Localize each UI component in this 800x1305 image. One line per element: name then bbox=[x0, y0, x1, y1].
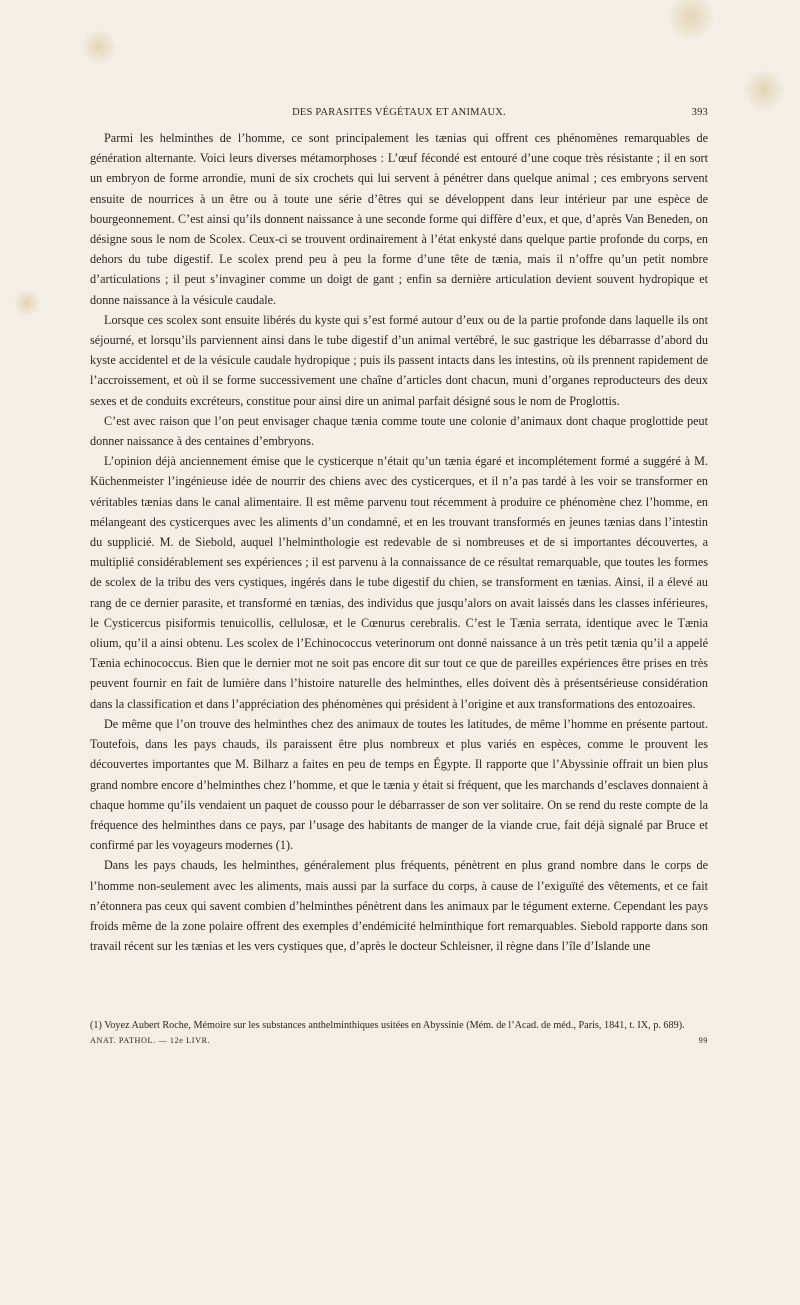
page-footer bbox=[90, 1036, 708, 1048]
paragraph-6: Dans les pays chauds, les helminthes, généralement plus fréquents, pénètrent en plus grand nombre dans le corps de l’homme non-seulement avec les aliments, mais aussi par la surface du corps, à cause de l’exiguïté des vêtements, et ce fait n’étonnera pas ceux qui savent combien d’helminthes pénètrent dans les animaux par le tégument externe. Cependant les pays froids même de la zone polaire offrent des exemples d’endémicité helminthique fort remarquables. Siebold rapporte dans son travail récent sur les tænias et les vers cystiques que, d’après le docteur Schleisner, il règne dans l’île d’Islande une bbox=[90, 858, 708, 954]
page-number: 393 bbox=[691, 107, 708, 118]
paragraph-1: Parmi les helminthes de l’homme, ce sont principalement les tænias qui offrent ces phénomènes remarquables de génération alternante. Voici leurs diverses métamorphoses : L’œuf fécondé est entouré d’une coque très résistante ; il en sort un embryon de forme arrondie, muni de six crochets qui lui servent à pénétrer dans quelque animal ; ces embryons servent ensuite de nourrices à un être ou à toute une série d’êtres qui se développent dans leur intérieur par une espèce de bourgeonnement. C’est ainsi qu’ils donnent naissance à une seconde forme qui diffère d’eux, et que, d’après Van Beneden, on désigne sous le nom de Scolex. Ceux-ci se trouvent ordinairement à l’état enkysté dans quelque partie profonde du corps, en dehors du tube digestif. Le scolex prend peu à peu la forme d’une tête de tænia, mais il n’offre qu’un petit nombre d’articulations ; il peut s’invaginer comme un doigt de gant ; enfin sa dernière articulation devient souvent hydropique et donne naissance à la vésicule caudale. bbox=[90, 131, 708, 307]
sheet-number: 99 bbox=[698, 1036, 708, 1045]
signature-mark: ANAT. PATHOL. — 12e LIVR. bbox=[90, 1036, 211, 1045]
running-title: DES PARASITES VÉGÉTAUX ET ANIMAUX. bbox=[292, 107, 506, 118]
footnote: (1) Voyez Aubert Roche, Mémoire sur les substances anthelminthiques usitées en Abyssinie (Mém. de l’Acad. de méd., Paris, 1841, t. IX, p. 689). bbox=[90, 1020, 685, 1031]
paragraph-2: Lorsque ces scolex sont ensuite libérés du kyste qui s’est formé autour d’eux ou de la partie profonde dans laquelle ils ont séjourné, et lorsqu’ils parviennent ainsi dans le tube digestif d’un animal vertébré, le suc gastrique les débarrasse d’abord du kyste accidentel et de la vésicule caudale hydropique ; puis ils passent intacts dans les intestins, où ils prennent rapidement de l’accroissement, et où il se forme successivement une chaîne d’articles dont chacun, muni d’organes reproducteurs des deux sexes et de conduits excréteurs, constitue pour ainsi dire un animal parfait désigné sous le nom de Proglottis. bbox=[90, 312, 708, 408]
paragraph-3: C’est avec raison que l’on peut envisager chaque tænia comme toute une colonie d’animaux dont chaque proglottide peut donner naissance à des centaines d’embryons. bbox=[90, 413, 708, 449]
paragraph-4: L’opinion déjà anciennement émise que le cysticerque n’était qu’un tænia égaré et incomplétement formé a suggéré à M. Küchenmeister l’ingénieuse idée de nourrir des chiens avec des cysticerques, et il n’a pas tardé à les voir se transformer en véritables tænias dans le canal alimentaire. Il est même parvenu tout récemment à produire ce phénomène chez l’homme, en mélangeant des cysticerques avec les aliments d’un condamné, et en les trouvant transformés en jeunes tænias dans l’intestin du supplicié. M. de Siebold, auquel l’helminthologie est redevable de si nombreuses et de si importantes découvertes, a multiplié considérablement ses expériences ; il est parvenu à la connaissance de ce résultat remarquable, que toutes les formes de scolex de la tribu des vers cystiques, ingérés dans le tube digestif du chien, se transforment en tænias. Ainsi, il a élevé au rang de ce dernier parasite, et transformé en tænias, des individus que jusqu’alors on avait laissés dans les classes inférieures, le Cysticercus pisiformis tenuicollis, cellulosæ, et le Cœnurus cerebralis. C’est le Tænia serrata, identique avec le Tænia olium, qu’il a ainsi obtenu. Les scolex de l’Echinococcus veterinorum ont donné naissance à un très petit tænia qu’il a appelé Tænia echinococcus. Bien que le dernier mot ne soit pas encore dit sur tout ce que de pareilles expériences être prises en très peuvent fournir en fait de lumière dans l’histoire naturelle des helminthes, elles doivent dès à présentsérieusе considération dans la classification et dans l’appréciation des phénomènes qui président à l’origine et aux transformations des entozoaires. bbox=[90, 454, 708, 711]
body-text bbox=[90, 128, 708, 956]
running-header bbox=[90, 107, 708, 123]
paragraph-5: De même que l’on trouve des helminthes chez des animaux de toutes les latitudes, de même l’homme en présente partout. Toutefois, dans les pays chauds, ils paraissent être plus nombreux et plus variés en espèces, comme le prouvent les découvertes importantes que M. Bilharz a faites en peu de temps en Égypte. Il rapporte que l’Abyssinie offrait un bien plus grand nombre encore d’helminthes chez l’homme, et que le tænia y était si fréquent, que les marchands d’esclaves donnaient à chaque homme qu’ils vendaient un paquet de cousso pour le débarrasser de son ver solitaire. On se rend du reste compte de la fréquence des helminthes dans ce pays, par l’usage des habitants de manger de la viande crue, fait déjà signalé par Bruce et confirmé par les voyageurs modernes (1). bbox=[90, 716, 708, 853]
